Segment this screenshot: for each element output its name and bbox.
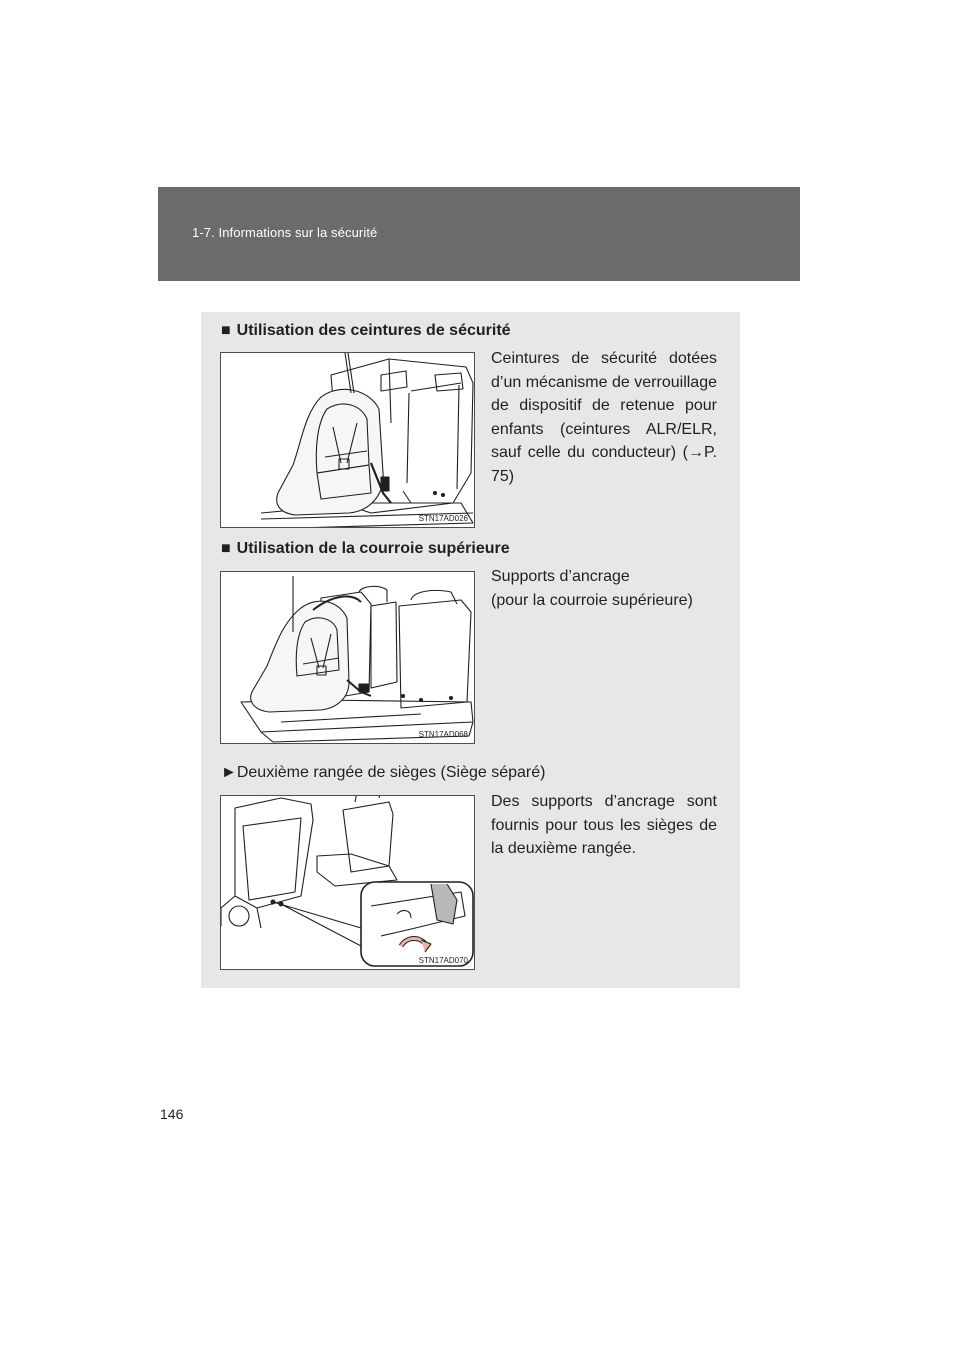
figure-child-seat-top-tether — [220, 571, 475, 744]
figure-code: STN17AD026 — [418, 514, 468, 523]
section-title: 1-7. Informations sur la sécurité — [192, 225, 378, 240]
description-line: (pour la courroie supérieure) — [491, 591, 693, 609]
top-tether-description — [491, 565, 721, 612]
page-number: 146 — [160, 1106, 184, 1122]
content-panel — [201, 312, 740, 988]
square-bullet-icon: ■ — [221, 322, 231, 339]
figure-child-seat-seatbelt — [220, 352, 475, 528]
section-heading-top-tether — [221, 540, 510, 558]
child-seat-illustration — [221, 353, 475, 528]
figure-code: STN17AD070 — [418, 956, 468, 965]
square-bullet-icon: ■ — [221, 540, 231, 557]
seatbelt-description: Ceintures de sécurité dotées d’un mécanisme de verrouillage de dispositif de retenue pour enfants (ceintures ALR/ELR, sauf celle du conducteur) (→P. 75) — [491, 350, 717, 485]
second-row-anchor-illustration — [221, 796, 475, 970]
figure-second-row-anchors — [220, 795, 475, 970]
heading-text: Utilisation des ceintures de sécurité — [236, 322, 511, 339]
top-tether-illustration — [221, 572, 475, 744]
description-line: Supports d’ancrage — [491, 568, 630, 585]
heading-text: Deuxième rangée de sièges (Siège séparé) — [236, 764, 546, 781]
second-row-description: Des supports d’ancrage sont fournis pour tous les sièges de la deuxième rangée. — [491, 793, 717, 857]
subsection-heading-second-row — [221, 764, 545, 782]
section-heading-seatbelts — [221, 322, 511, 340]
triangle-bullet-icon: ► — [221, 764, 237, 781]
section-header-bar — [158, 187, 800, 281]
heading-text: Utilisation de la courroie supérieure — [236, 540, 510, 557]
figure-code: STN17AD068 — [418, 730, 468, 739]
